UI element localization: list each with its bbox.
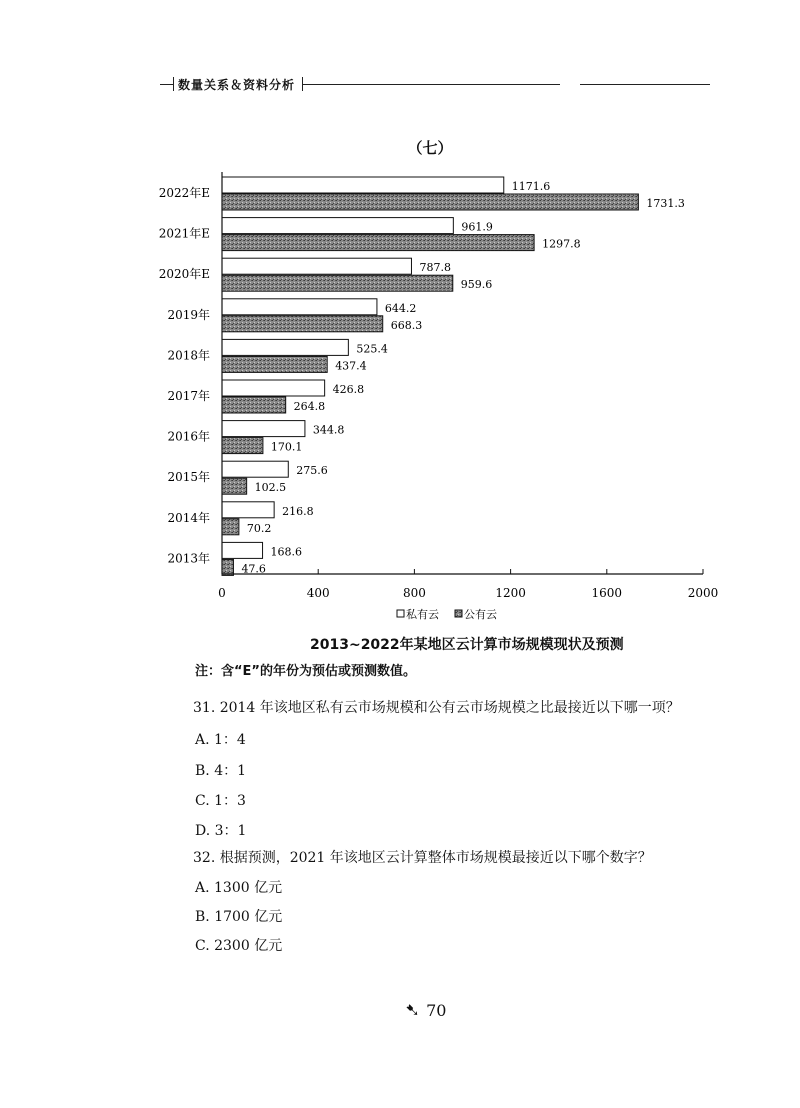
category-label: 2022年E [158, 186, 210, 200]
category-label: 2017年 [167, 389, 210, 403]
value-label: 961.9 [461, 220, 493, 234]
legend-label-private-cloud: 私有云 [406, 608, 439, 621]
option-32-b[interactable]: B. 1700 亿元 [195, 909, 283, 925]
bar-private-cloud [222, 421, 305, 437]
category-label: 2015年 [167, 470, 210, 485]
bar-public-cloud [222, 559, 233, 575]
section-label: （七） [407, 139, 453, 157]
value-label: 426.8 [332, 383, 365, 396]
option-32-c[interactable]: C. 2300 亿元 [195, 938, 283, 954]
option-31-c[interactable]: C. 1：3 [195, 793, 246, 809]
value-label: 668.3 [390, 318, 423, 332]
value-label: 47.6 [241, 562, 266, 576]
bar-private-cloud [222, 380, 325, 396]
value-label: 216.8 [282, 504, 314, 518]
option-31-b[interactable]: B. 4：1 [195, 763, 247, 779]
value-label: 1731.3 [646, 197, 685, 210]
x-tick-label: 0 [218, 586, 226, 600]
x-tick-label: 1600 [591, 586, 623, 600]
option-32-a[interactable]: A. 1300 亿元 [195, 880, 283, 896]
value-label: 1171.6 [511, 180, 551, 193]
bar-private-cloud [222, 218, 453, 234]
value-label: 170.1 [270, 440, 303, 454]
bar-private-cloud [222, 339, 348, 355]
question-32: 32. 根据预测，2021 年该地区云计算整体市场规模最接近以下哪个数字？ [193, 850, 652, 866]
chart-title: 2013~2022年某地区云计算市场规模现状及预测 [310, 637, 624, 653]
value-label: 70.2 [246, 521, 272, 535]
value-label: 644.2 [384, 301, 417, 315]
category-label: 2021年E [158, 226, 210, 241]
option-31-d[interactable]: D. 3：1 [195, 823, 247, 839]
bar-private-cloud [222, 177, 504, 193]
page-footer [405, 1000, 446, 1021]
value-label: 264.8 [293, 400, 326, 413]
bar-public-cloud [222, 356, 327, 372]
legend-swatch-private-cloud [397, 610, 404, 617]
legend-label-public-cloud: 公有云 [464, 608, 497, 621]
value-label: 168.6 [270, 545, 303, 559]
bar-public-cloud [222, 397, 286, 413]
value-label: 525.4 [356, 342, 388, 356]
value-label: 1297.8 [542, 237, 581, 251]
chart-note: 注：含“E”的年份为预估或预测数值。 [195, 664, 416, 679]
x-tick-label: 400 [306, 586, 330, 600]
bar-public-cloud [222, 438, 263, 454]
value-label: 959.6 [460, 278, 493, 292]
bar-private-cloud [222, 258, 411, 274]
bar-private-cloud [222, 461, 288, 477]
value-label: 275.6 [296, 464, 328, 478]
legend-swatch-public-cloud [455, 610, 462, 617]
category-label: 2014年 [167, 510, 210, 525]
value-label: 437.4 [335, 359, 367, 373]
page-number: 70 [426, 1001, 447, 1020]
bar-public-cloud [222, 316, 383, 332]
value-label: 787.8 [419, 261, 451, 275]
value-label: 102.5 [254, 481, 287, 495]
bar-public-cloud [222, 275, 453, 291]
category-label: 2013年 [167, 551, 210, 566]
question-31: 31. 2014 年该地区私有云市场规模和公有云市场规模之比最接近以下哪一项？ [193, 700, 680, 716]
x-tick-label: 2000 [687, 586, 719, 600]
x-tick-label: 1200 [495, 586, 526, 600]
category-label: 2020年E [158, 267, 210, 282]
bar-public-cloud [222, 519, 239, 535]
bar-public-cloud [222, 478, 247, 494]
value-label: 344.8 [312, 423, 345, 437]
header-title: 数量关系＆资料分析 [178, 78, 296, 92]
x-tick-label: 800 [402, 586, 426, 600]
category-label: 2018年 [167, 348, 210, 363]
bar-public-cloud [222, 194, 638, 210]
category-label: 2019年 [167, 307, 210, 322]
bar-private-cloud [222, 542, 263, 558]
quill-icon: ➷ [405, 1000, 421, 1021]
bar-public-cloud [222, 235, 534, 251]
bar-private-cloud [222, 502, 274, 518]
option-31-a[interactable]: A. 1：4 [195, 732, 246, 748]
category-label: 2016年 [167, 429, 210, 444]
bar-private-cloud [222, 299, 377, 315]
